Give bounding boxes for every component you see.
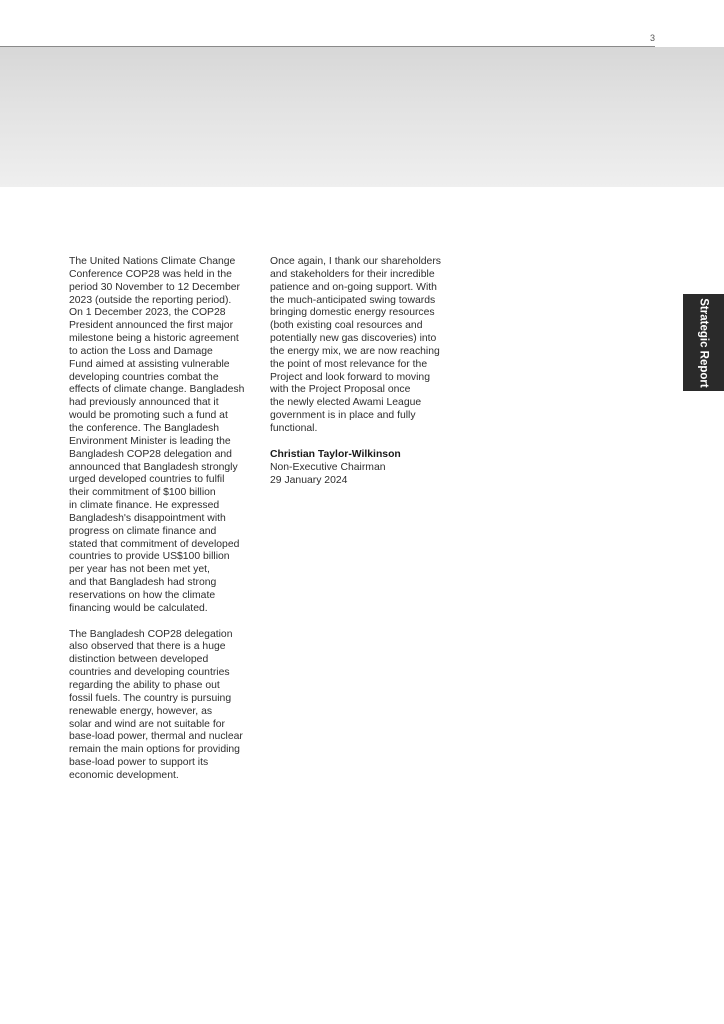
signatory-title: Non-Executive Chairman bbox=[270, 461, 386, 473]
paragraph-thanks: Once again, I thank our shareholders and stakeholders for their incredible patience and on-going support. With the much-anticipated swing towards bringing domestic energy resources (both existing coal resources and potentially new gas discoveries) into the energy mix, we are now reaching the point of most relevance for the Project and look forward to moving with the Project Proposal once the newly elected Awami League government is in place and fully functional. bbox=[270, 256, 441, 434]
header-banner-image bbox=[0, 47, 724, 187]
signatory-name: Christian Taylor-Wilkinson bbox=[270, 448, 401, 460]
paragraph-fossil-fuels: The Bangladesh COP28 delegation also observed that there is a huge distinction between developed countries and developing countries regarding the ability to phase out fossil fuels. The country is pursuing renewable energy, however, as solar and wind are not suitable for base-load power, thermal and nuclear remain the main options for providing base-load power to support its economic development. bbox=[69, 628, 243, 781]
right-text-column bbox=[270, 256, 470, 487]
section-tab bbox=[683, 294, 724, 391]
signature-block bbox=[270, 449, 470, 488]
signature-date: 29 January 2024 bbox=[270, 474, 348, 486]
left-text-column bbox=[69, 256, 269, 796]
section-tab-label: Strategic Report bbox=[697, 297, 710, 388]
page-number: 3 bbox=[649, 33, 655, 43]
paragraph-cop28-overview: The United Nations Climate Change Conference COP28 was held in the period 30 November to 12 December 2023 (outside the reporting period). On 1 December 2023, the COP28 President announced the first major milestone being a historic agreement to action the Loss and Damage Fund aimed at assisting vulnerable developing countries combat the effects of climate change. Bangladesh had previously announced that it would be promoting such a fund at the conference. The Bangladesh Environment Minister is leading the Bangladesh COP28 delegation and announced that Bangladesh strongly urged developed countries to fulfil their commitment of $100 billion in climate finance. He expressed Bangladesh's disappointment with progress on climate finance and stated that commitment of developed countries to provide US$100 billion per year has not been met yet, and that Bangladesh had strong reservations on how the climate financing would be calculated. bbox=[69, 256, 245, 614]
